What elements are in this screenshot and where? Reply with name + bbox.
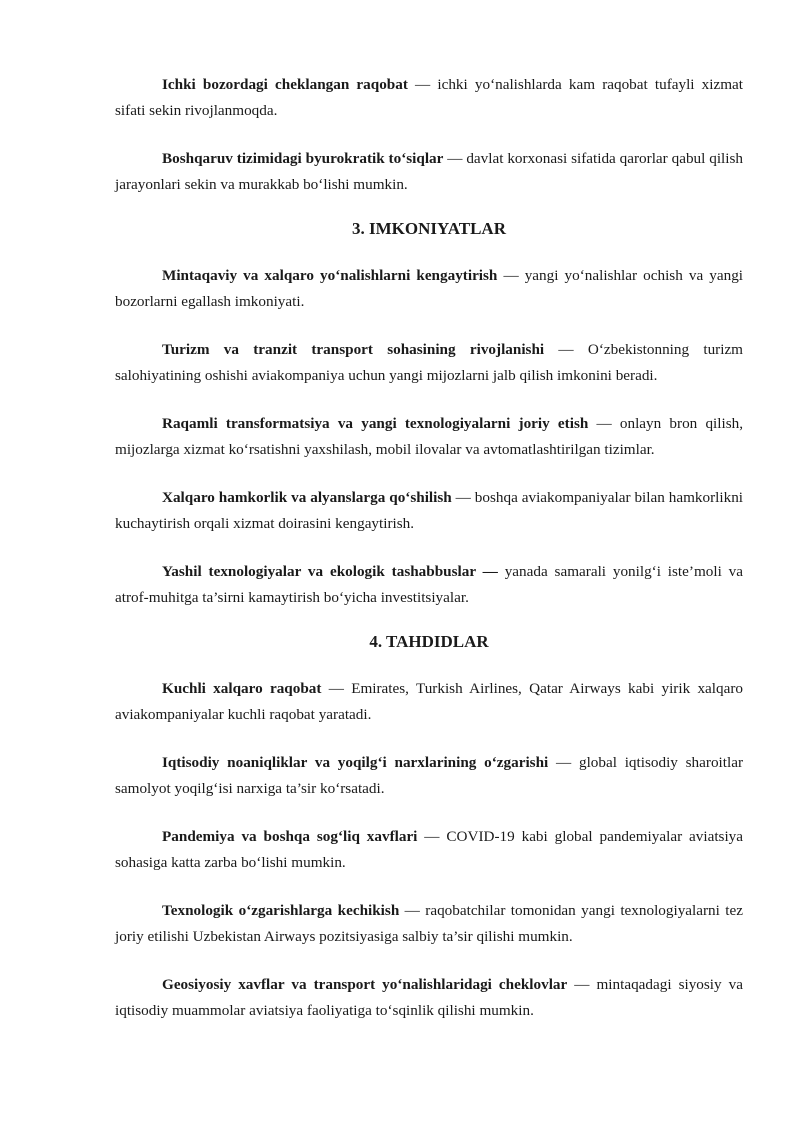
threat-paragraph-competition — [115, 676, 743, 728]
paragraph-term: Ichki bozordagi cheklangan raqobat — [162, 76, 408, 93]
paragraph-term: Geosiyosiy xavflar va transport yo‘nalishlaridagi cheklovlar — [162, 976, 568, 993]
section-heading-threats: 4. TAHDIDLAR — [369, 632, 489, 651]
paragraph-text: yanada samarali yonilg‘i iste’moli va atrof-muhitga ta’sirni kamaytirish bo‘yicha investitsiyalar. — [115, 563, 743, 606]
opportunity-paragraph-green-tech — [115, 559, 743, 611]
opportunity-paragraph-tourism — [115, 337, 743, 389]
threat-paragraph-geopolitics — [115, 972, 743, 1024]
paragraph-term: Raqamli transformatsiya va yangi texnologiyalarni joriy etish — [162, 415, 589, 432]
threat-paragraph-technology — [115, 898, 743, 950]
paragraph-text: — raqobatchilar tomonidan yangi texnologiyalarni tez joriy etilishi Uzbekistan Airways pozitsiyasiga salbiy ta’sir qilishi mumkin. — [115, 902, 743, 945]
paragraph-term: Mintaqaviy va xalqaro yo‘nalishlarni kengaytirish — [162, 267, 498, 284]
paragraph-term: Pandemiya va boshqa sog‘liq xavflari — [162, 828, 418, 845]
weakness-paragraph-bureaucracy — [115, 146, 743, 198]
paragraph-text: — O‘zbekistonning turizm salohiyatining oshishi aviakompaniya uchun yangi mijozlarni jalb qilish imkonini beradi. — [115, 341, 743, 384]
paragraph-term: Kuchli xalqaro raqobat — [162, 680, 322, 697]
paragraph-text: — boshqa aviakompaniyalar bilan hamkorlikni kuchaytirish orqali xizmat doirasini kengaytirish. — [115, 489, 744, 532]
opportunity-paragraph-routes — [115, 263, 743, 315]
paragraph-term: Xalqaro hamkorlik va alyanslarga qo‘shilish — [162, 489, 452, 506]
paragraph-text: — onlayn bron qilish, mijozlarga xizmat ko‘rsatishni yaxshilash, mobil ilovalar va avtomatlashtirilgan tizimlar. — [115, 415, 744, 458]
paragraph-term: Yashil texnologiyalar va ekologik tashabbuslar — — [162, 563, 498, 580]
weakness-paragraph-domestic-competition — [115, 72, 743, 124]
section-heading-opportunities: 3. IMKONIYATLAR — [352, 219, 506, 238]
paragraph-term: Turizm va tranzit transport sohasining rivojlanishi — [162, 341, 545, 358]
paragraph-text: — yangi yo‘nalishlar ochish va yangi bozorlarni egallash imkoniyati. — [115, 267, 744, 310]
paragraph-text: — Emirates, Turkish Airlines, Qatar Airways kabi yirik xalqaro aviakompaniyalar kuchli raqobat yaratadi. — [115, 680, 743, 723]
opportunity-paragraph-digital — [115, 411, 743, 463]
opportunity-paragraph-alliances — [115, 485, 743, 537]
paragraph-text: — mintaqadagi siyosiy va iqtisodiy muammolar aviatsiya faoliyatiga to‘sqinlik qilishi mumkin. — [115, 976, 743, 1019]
paragraph-text: — COVID-19 kabi global pandemiyalar aviatsiya sohasiga katta zarba bo‘lishi mumkin. — [115, 828, 744, 871]
paragraph-text: — global iqtisodiy sharoitlar samolyot yoqilg‘isi narxiga ta’sir ko‘rsatadi. — [115, 754, 744, 797]
threat-paragraph-economic — [115, 750, 743, 802]
paragraph-term: Boshqaruv tizimidagi byurokratik to‘siqlar — [162, 150, 444, 167]
paragraph-text: — davlat korxonasi sifatida qarorlar qabul qilish jarayonlari sekin va murakkab bo‘lishi mumkin. — [115, 150, 743, 193]
paragraph-text: — ichki yo‘nalishlarda kam raqobat tufayli xizmat sifati sekin rivojlanmoqda. — [115, 76, 743, 119]
document-page — [115, 72, 743, 1046]
threat-paragraph-pandemic — [115, 824, 743, 876]
paragraph-term: Texnologik o‘zgarishlarga kechikish — [162, 902, 400, 919]
paragraph-term: Iqtisodiy noaniqliklar va yoqilg‘i narxlarining o‘zgarishi — [162, 754, 549, 771]
